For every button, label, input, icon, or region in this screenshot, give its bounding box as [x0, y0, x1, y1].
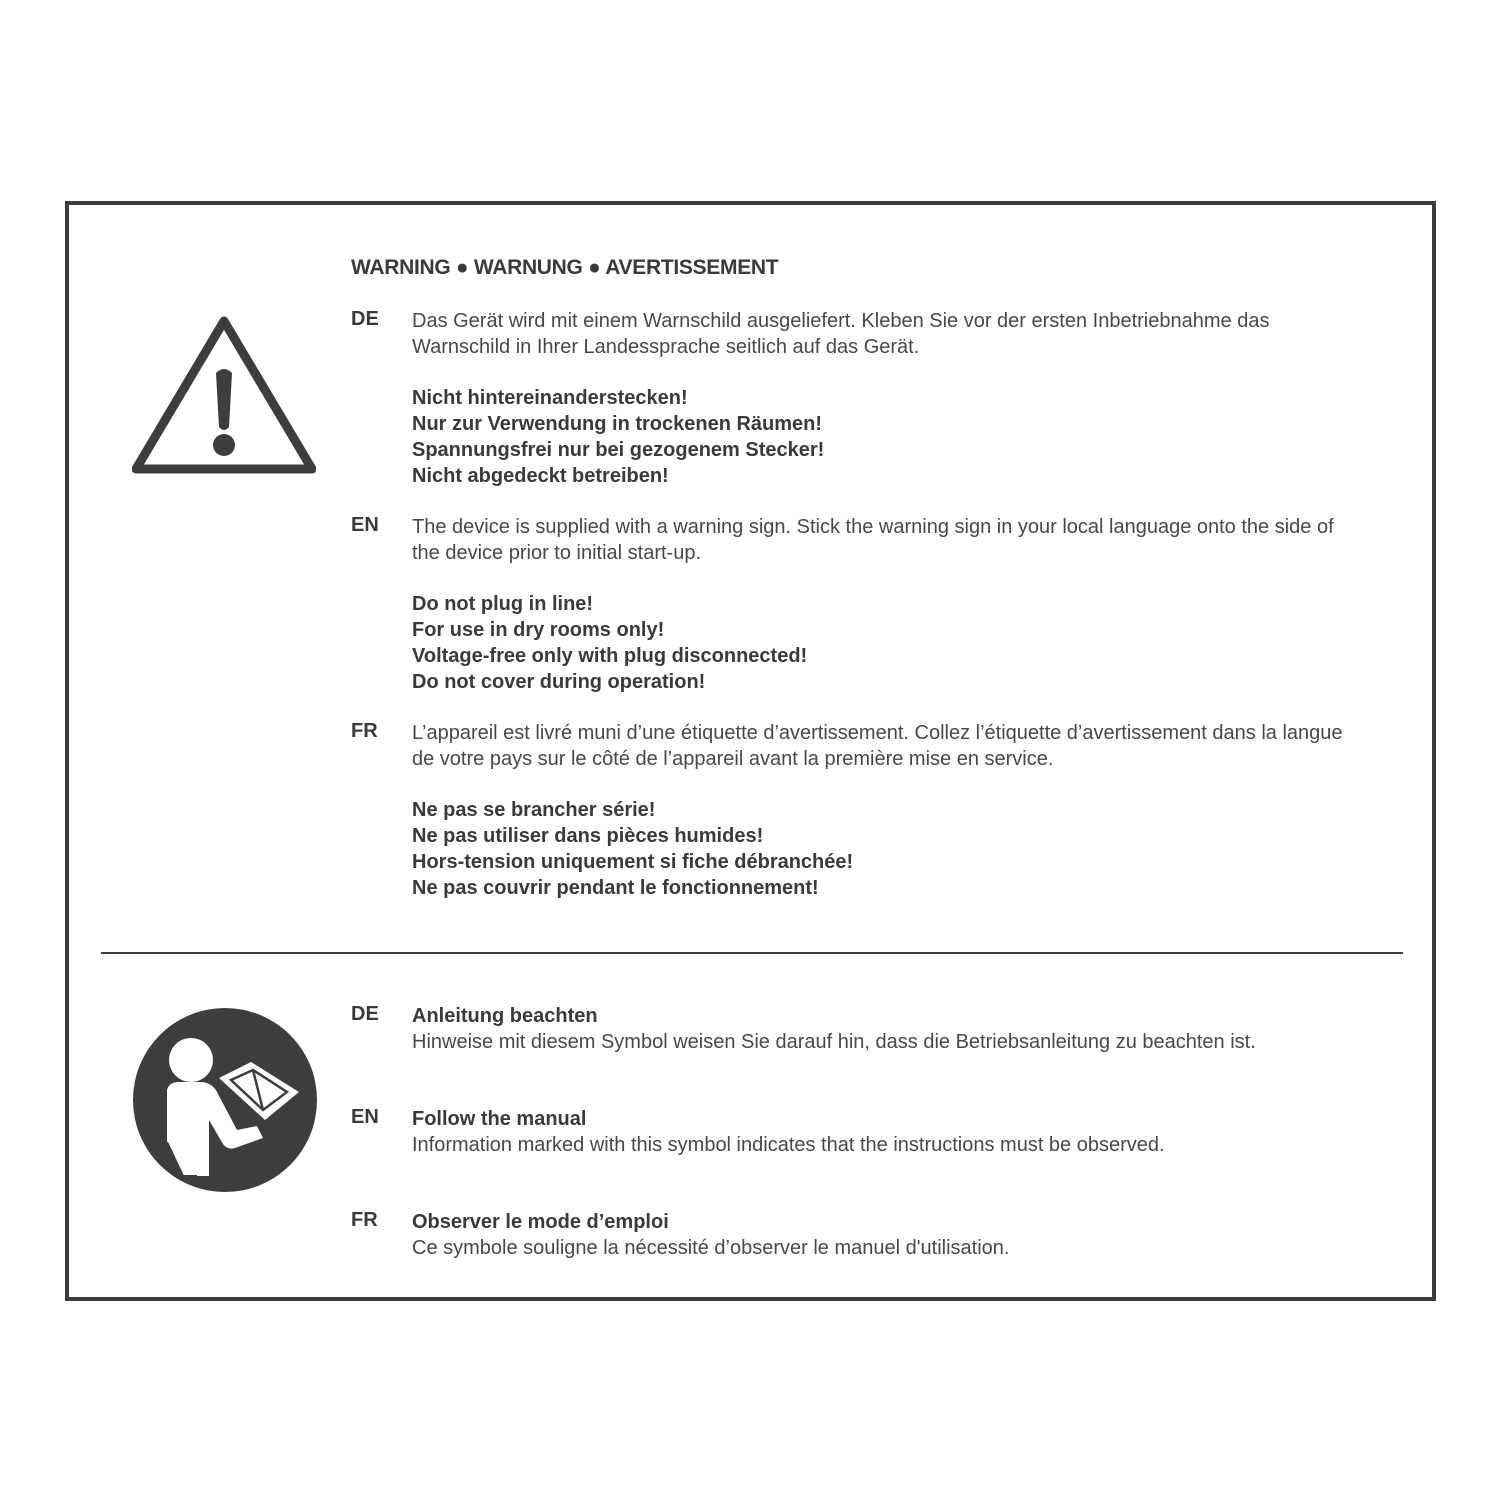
rule-line: Ne pas utiliser dans pièces humides! [412, 825, 764, 847]
warning-block-de [412, 308, 1352, 489]
lang-code-de: DE [351, 308, 379, 330]
manual-block-fr [412, 1209, 1352, 1261]
warning-text-en: The device is supplied with a warning sign. Stick the warning sign in your local language onto the side of the device prior to initial start-up. [412, 516, 1334, 564]
manual-lang-code-de: DE [351, 1003, 379, 1025]
rule-line: Do not plug in line! [412, 593, 594, 615]
section-divider [101, 952, 1403, 954]
manual-title-de: Anleitung beachten [412, 1005, 598, 1027]
rule-line: Nur zur Verwendung in trockenen Räumen! [412, 413, 823, 435]
warning-rules-en [412, 591, 1352, 695]
warning-rules-de [412, 385, 1352, 489]
warning-text-de: Das Gerät wird mit einem Warnschild ausgeliefert. Kleben Sie vor der ersten Inbetriebnahme das Warnschild in Ihrer Landessprache seitlich auf das Gerät. [412, 310, 1270, 358]
manual-lang-code-fr: FR [351, 1209, 378, 1231]
manual-text-de: Hinweise mit diesem Symbol weisen Sie darauf hin, dass die Betriebsanleitung zu beachten ist. [412, 1031, 1256, 1053]
warning-block-en [412, 514, 1352, 695]
warning-block-fr [412, 720, 1352, 901]
manual-block-en [412, 1106, 1352, 1158]
rule-line: Nicht abgedeckt betreiben! [412, 465, 669, 487]
rule-line: Nicht hintereinanderstecken! [412, 387, 688, 409]
rule-line: Ne pas se brancher série! [412, 799, 656, 821]
manual-block-de [412, 1003, 1352, 1055]
warning-heading: WARNING ● WARNUNG ● AVERTISSEMENT [351, 256, 779, 279]
read-manual-icon [133, 1008, 317, 1192]
rule-line: Do not cover during operation! [412, 671, 706, 693]
warning-triangle-icon [132, 315, 316, 477]
warning-rules-fr [412, 797, 1352, 901]
lang-code-fr: FR [351, 720, 378, 742]
manual-text-en: Information marked with this symbol indicates that the instructions must be observed. [412, 1134, 1165, 1156]
manual-title-fr: Observer le mode d’emploi [412, 1211, 669, 1233]
warning-text-fr: L’appareil est livré muni d’une étiquette d’avertissement. Collez l’étiquette d’avertissement dans la langue de votre pays sur le côté de l’appareil avant la première mise en service. [412, 722, 1343, 770]
manual-lang-code-en: EN [351, 1106, 379, 1128]
rule-line: For use in dry rooms only! [412, 619, 665, 641]
rule-line: Voltage-free only with plug disconnected! [412, 645, 808, 667]
manual-title-en: Follow the manual [412, 1108, 587, 1130]
rule-line: Spannungsfrei nur bei gezogenem Stecker! [412, 439, 825, 461]
lang-code-en: EN [351, 514, 379, 536]
rule-line: Hors-tension uniquement si fiche débranchée! [412, 851, 854, 873]
manual-text-fr: Ce symbole souligne la nécessité d’observer le manuel d'utilisation. [412, 1237, 1010, 1259]
rule-line: Ne pas couvrir pendant le fonctionnement! [412, 877, 819, 899]
